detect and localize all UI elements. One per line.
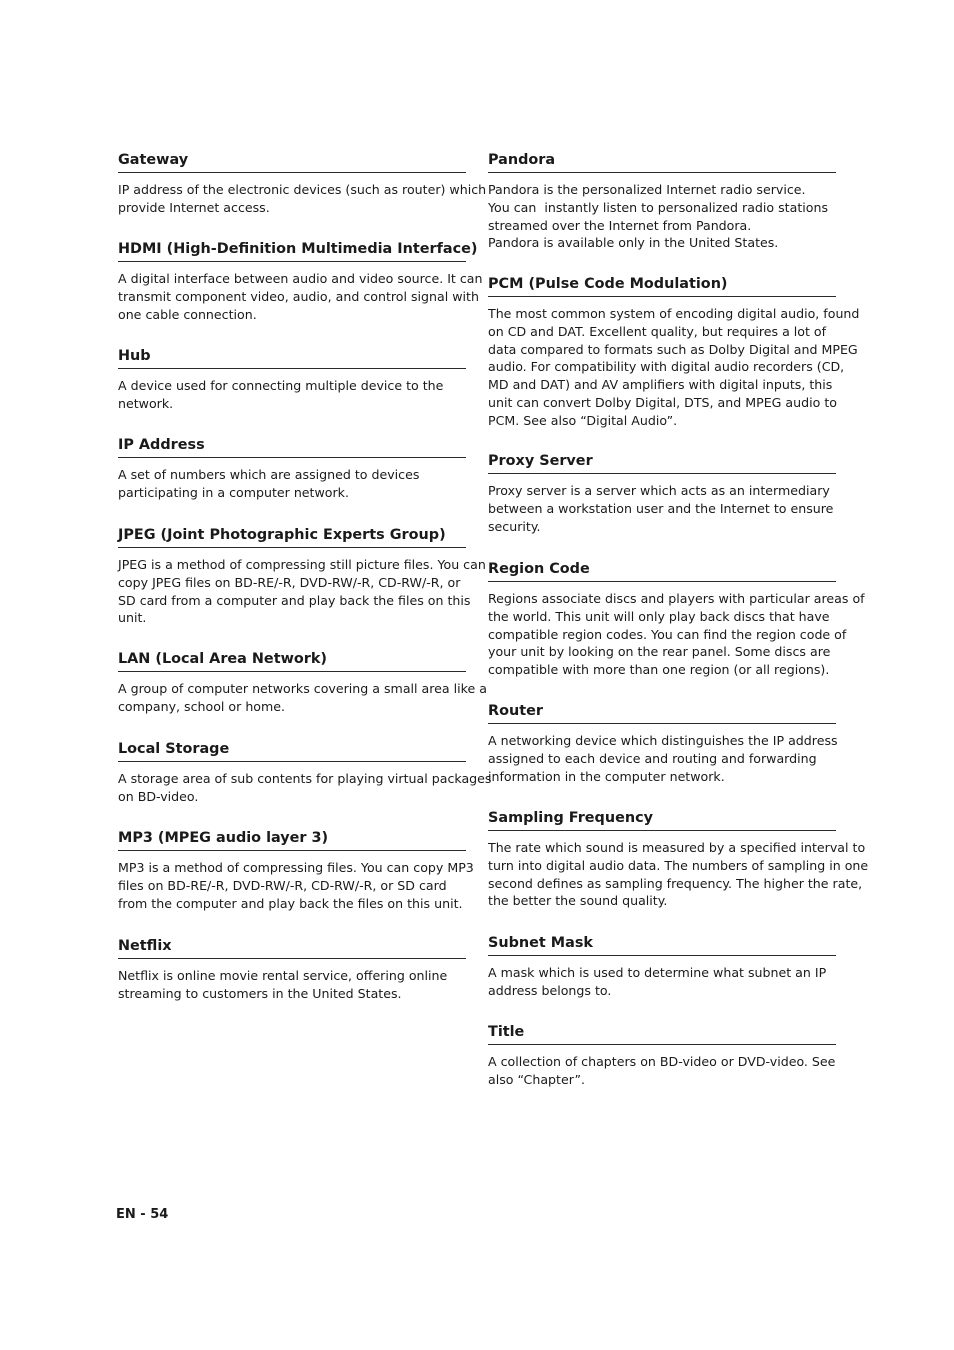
definition-line: your unit by looking on the rear panel. Some discs are	[488, 644, 831, 660]
glossary-entry	[488, 151, 836, 252]
definition-line: between a workstation user and the Internet to ensure	[488, 500, 834, 516]
glossary-definition	[118, 859, 474, 912]
glossary-term: Region Code	[488, 560, 836, 582]
definition-line: PCM. See also “Digital Audio”.	[488, 412, 678, 428]
glossary-term: Pandora	[488, 151, 836, 173]
definition-line: the world. This unit will only play back discs that have	[488, 608, 830, 624]
glossary-entry	[488, 452, 836, 535]
definition-line: company, school or home.	[118, 698, 286, 714]
definition-line: A digital interface between audio and video source. It can	[118, 271, 483, 286]
definition-line: Regions associate discs and players with particular areas of	[488, 591, 865, 606]
glossary-definition	[118, 967, 466, 1003]
definition-line: A mask which is used to determine what subnet an IP	[488, 965, 827, 980]
glossary-entry	[118, 937, 466, 1003]
glossary-definition	[488, 964, 836, 1000]
definition-line: A networking device which distinguishes the IP address	[488, 733, 838, 748]
glossary-term: Title	[488, 1023, 836, 1045]
definition-line: on BD-video.	[118, 788, 199, 804]
definition-line: participating in a computer network.	[118, 484, 349, 500]
definition-line: transmit component video, audio, and control signal with	[118, 288, 479, 304]
definition-line: address belongs to.	[488, 982, 612, 998]
glossary-entry	[488, 702, 836, 785]
definition-line: turn into digital audio data. The numbers of sampling in one	[488, 857, 869, 873]
page-number: EN - 54	[116, 1207, 169, 1222]
definition-line: one cable connection.	[118, 306, 257, 322]
definition-line: from the computer and play back the files on this unit.	[118, 895, 463, 911]
definition-line: JPEG is a method of compressing still picture files. You can	[118, 557, 486, 572]
definition-line: streamed over the Internet from Pandora.	[488, 217, 752, 233]
glossary-entry	[488, 1023, 836, 1089]
definition-line: audio. For compatibility with digital audio recorders (CD,	[488, 359, 845, 375]
definition-line: second defines as sampling frequency. The higher the rate,	[488, 875, 863, 891]
glossary-definition	[118, 556, 486, 627]
definition-line: data compared to formats such as Dolby Digital and MPEG	[488, 341, 858, 357]
definition-line: the better the sound quality.	[488, 893, 668, 909]
glossary-entry	[488, 934, 836, 1000]
definition-line: The most common system of encoding digital audio, found	[488, 306, 860, 321]
definition-line: A collection of chapters on BD-video or DVD-video. See	[488, 1054, 836, 1069]
definition-line: The rate which sound is measured by a specified interval to	[488, 840, 866, 855]
glossary-definition	[118, 770, 492, 806]
glossary-term: Sampling Frequency	[488, 809, 836, 831]
glossary-definition	[118, 377, 466, 413]
glossary-entry	[118, 829, 474, 912]
glossary-term: Proxy Server	[488, 452, 836, 474]
glossary-entry	[118, 347, 466, 413]
glossary-entry	[488, 275, 860, 430]
definition-line: compatible region codes. You can find the region code of	[488, 626, 847, 642]
definition-line: on CD and DAT. Excellent quality, but requires a lot of	[488, 323, 827, 339]
glossary-entry	[488, 809, 869, 910]
definition-line: A set of numbers which are assigned to devices	[118, 467, 420, 482]
glossary-term: Hub	[118, 347, 466, 369]
glossary-term: LAN (Local Area Network)	[118, 650, 466, 672]
glossary-definition	[488, 181, 836, 252]
definition-line: information in the computer network.	[488, 768, 725, 784]
definition-line: unit.	[118, 610, 147, 626]
definition-line: unit can convert Dolby Digital, DTS, and MPEG audio to	[488, 394, 837, 410]
glossary-definition	[488, 482, 836, 535]
definition-line: assigned to each device and routing and forwarding	[488, 750, 817, 766]
definition-line: Pandora is available only in the United States.	[488, 235, 779, 251]
definition-line: Netflix is online movie rental service, offering online	[118, 968, 448, 983]
definition-line: SD card from a computer and play back the files on this	[118, 592, 471, 608]
glossary-term: Netflix	[118, 937, 466, 959]
glossary-definition	[488, 1053, 836, 1089]
glossary-term: MP3 (MPEG audio layer 3)	[118, 829, 466, 851]
definition-line: compatible with more than one region (or all regions).	[488, 662, 830, 678]
definition-line: security.	[488, 518, 541, 534]
glossary-definition	[118, 466, 466, 502]
definition-line: copy JPEG files on BD-RE/-R, DVD-RW/-R, CD-RW/-R, or	[118, 574, 461, 590]
glossary-entry	[488, 560, 865, 679]
glossary-definition	[488, 732, 836, 785]
definition-line: Pandora is the personalized Internet radio service.	[488, 182, 806, 197]
glossary-term: PCM (Pulse Code Modulation)	[488, 275, 836, 297]
glossary-entry	[118, 151, 487, 217]
glossary-entry	[118, 526, 486, 627]
definition-line: MD and DAT) and AV amplifiers with digital inputs, this	[488, 377, 833, 393]
glossary-definition	[488, 305, 860, 430]
definition-line: IP address of the electronic devices (such as router) which	[118, 182, 487, 197]
definition-line: A device used for connecting multiple device to the	[118, 378, 444, 393]
definition-line: streaming to customers in the United States.	[118, 985, 402, 1001]
definition-line: You can instantly listen to personalized radio stations	[488, 199, 829, 215]
definition-line: network.	[118, 395, 174, 411]
definition-line: MP3 is a method of compressing files. You can copy MP3	[118, 860, 474, 875]
glossary-term: Subnet Mask	[488, 934, 836, 956]
glossary-entry	[118, 436, 466, 502]
glossary-term: JPEG (Joint Photographic Experts Group)	[118, 526, 466, 548]
definition-line: also “Chapter”.	[488, 1071, 585, 1087]
definition-line: files on BD-RE/-R, DVD-RW/-R, CD-RW/-R, or SD card	[118, 877, 447, 893]
glossary-definition	[488, 839, 869, 910]
glossary-definition	[118, 680, 487, 716]
glossary-entry	[118, 650, 487, 716]
glossary-term: Gateway	[118, 151, 466, 173]
glossary-term: IP Address	[118, 436, 466, 458]
definition-line: provide Internet access.	[118, 199, 270, 215]
glossary-definition	[118, 181, 487, 217]
glossary-term: HDMI (High-Definition Multimedia Interface)	[118, 240, 466, 262]
glossary-definition	[488, 590, 865, 679]
glossary-term: Router	[488, 702, 836, 724]
glossary-entry	[118, 740, 492, 806]
glossary-entry	[118, 240, 483, 323]
definition-line: A storage area of sub contents for playing virtual packages	[118, 771, 492, 786]
glossary-definition	[118, 270, 483, 323]
definition-line: Proxy server is a server which acts as an intermediary	[488, 483, 830, 498]
definition-line: A group of computer networks covering a small area like a	[118, 681, 487, 696]
glossary-term: Local Storage	[118, 740, 466, 762]
